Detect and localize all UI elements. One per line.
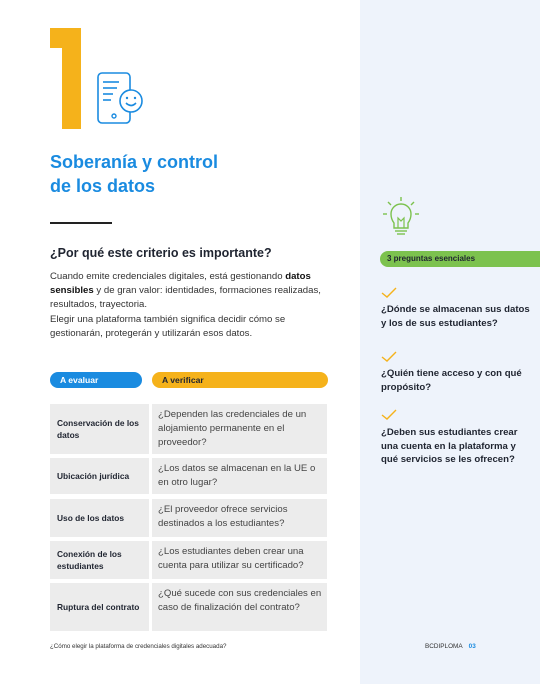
table-row — [50, 583, 327, 631]
check-icon — [381, 287, 397, 299]
page-title — [50, 150, 270, 198]
section-subheading: ¿Por qué este criterio es importante? — [50, 246, 272, 260]
title-line-2: de los datos — [50, 176, 156, 196]
intro-text-3: Elegir una plataforma también significa decidir cómo se gestionarán, protegerán y utilizarán esos datos. — [50, 313, 286, 339]
question-cell: ¿Los estudiantes deben crear una cuenta para utilizar su certificado? — [152, 541, 327, 579]
chapter-number-one — [50, 28, 81, 129]
sidebar-panel — [360, 0, 540, 684]
table-row — [50, 404, 327, 454]
question-cell: ¿El proveedor ofrece servicios destinados a los estudiantes? — [152, 499, 327, 537]
criterion-cell: Uso de los datos — [50, 499, 149, 537]
lightbulb-icon — [381, 196, 421, 240]
question-cell: ¿Dependen las credenciales de un alojamiento permanente en el proveedor? — [152, 404, 327, 454]
question-cell: ¿Los datos se almacenan en la UE o en otro lugar? — [152, 458, 327, 494]
intro-text-2: y de gran valor: identidades, formaciones realizadas, resultados, trayectoria. — [50, 285, 321, 311]
table-row — [50, 458, 327, 494]
table-header-evaluate: A evaluar — [50, 372, 142, 388]
criterion-cell: Ubicación jurídica — [50, 458, 149, 494]
table-header-verify: A verificar — [152, 372, 328, 388]
brand-name: BCDIPLOMA — [425, 643, 463, 650]
intro-bold-text: datos sensibles — [50, 271, 311, 297]
table-row — [50, 541, 327, 579]
criterion-cell: Ruptura del contrato — [50, 583, 149, 631]
page-number: 03 — [468, 643, 476, 650]
question-cell: ¿Qué sucede con sus credenciales en caso de finalización del contrato? — [152, 583, 327, 631]
intro-text-1: Cuando emite credenciales digitales, está gestionando — [50, 271, 286, 282]
criterion-cell: Conexión de los estudiantes — [50, 541, 149, 579]
phone-smile-icon — [97, 72, 145, 126]
check-icon — [381, 351, 397, 363]
check-icon — [381, 409, 397, 421]
footer-brand — [425, 643, 476, 650]
criterion-cell: Conservación de los datos — [50, 404, 149, 454]
title-divider — [50, 222, 112, 224]
essential-questions-label: 3 preguntas esenciales — [380, 251, 540, 267]
essential-question-2: ¿Quién tiene acceso y con qué propósito? — [381, 368, 522, 393]
intro-paragraph — [50, 270, 335, 341]
essential-question-1: ¿Dónde se almacenan sus datos y los de sus estudiantes? — [381, 304, 530, 329]
title-line-1: Soberanía y control — [50, 152, 219, 172]
footer-title: ¿Cómo elegir la plataforma de credenciales digitales adecuada? — [50, 643, 227, 650]
essential-question-3: ¿Deben sus estudiantes crear una cuenta en la plataforma y qué servicios se les ofrecen? — [381, 427, 518, 466]
table-row — [50, 499, 327, 537]
